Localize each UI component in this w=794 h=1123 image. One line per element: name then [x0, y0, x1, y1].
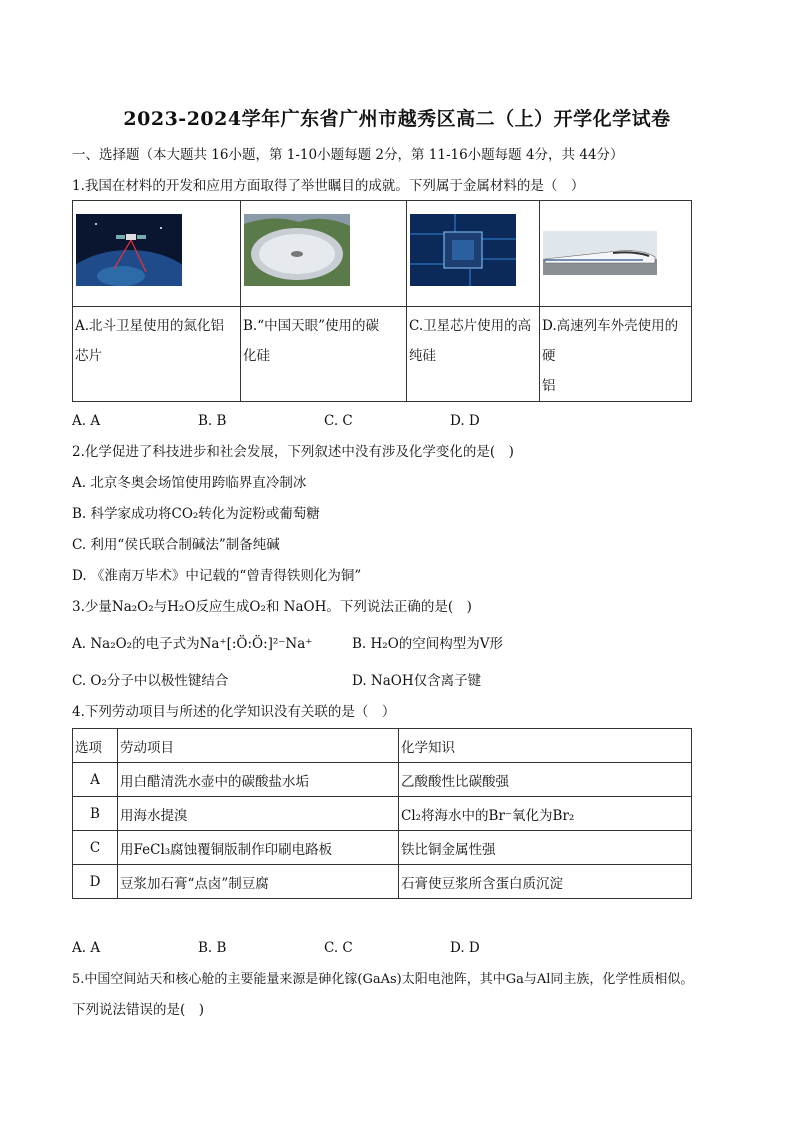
- q2-option-d[interactable]: D. 《淮南万毕术》中记载的“曾青得铁则化为铜”: [72, 568, 362, 584]
- q3-option-d[interactable]: D. NaOH仅含离子键: [352, 673, 482, 689]
- row-key: A: [73, 763, 118, 797]
- row-key: D: [73, 865, 118, 899]
- q4-option-c[interactable]: C. C: [324, 940, 353, 956]
- q1-caption-b-line2: 化硅: [243, 348, 270, 364]
- table-row: [73, 865, 692, 899]
- row-knowledge: 乙酸酸性比碳酸强: [399, 763, 692, 797]
- q1-table: [72, 200, 692, 402]
- q1-stem: 1.我国在材料的开发和应用方面取得了举世瞩目的成就。下列属于金属材料的是（ ）: [72, 178, 585, 194]
- q3-option-b[interactable]: B. H₂O的空间构型为V形: [352, 636, 504, 652]
- q1-option-b[interactable]: B. B: [198, 413, 227, 429]
- q4-option-d[interactable]: D. D: [450, 940, 480, 956]
- header-option: 选项: [73, 729, 118, 763]
- row-labor: 用海水提溴: [118, 797, 399, 831]
- q1-caption-a-line2: 芯片: [75, 348, 102, 364]
- row-key: C: [73, 831, 118, 865]
- q4-stem: 4.下列劳动项目与所述的化学知识没有关联的是（ ）: [72, 704, 396, 720]
- q1-option-d[interactable]: D. D: [450, 413, 480, 429]
- q1-caption-d-line1: D.高速列车外壳使用的硬: [542, 318, 679, 364]
- row-labor: 用FeCl₃腐蚀覆铜版制作印刷电路板: [118, 831, 399, 865]
- row-knowledge: Cl₂将海水中的Br⁻氧化为Br₂: [399, 797, 692, 831]
- table-row: [73, 797, 692, 831]
- satellite-earth-image: [76, 214, 182, 286]
- q2-option-c[interactable]: C. 利用“侯氏联合制碱法”制备纯碱: [72, 537, 280, 553]
- q4-option-b[interactable]: B. B: [198, 940, 227, 956]
- q5-stem-line1: 5.中国空间站天和核心舱的主要能量来源是砷化镓(GaAs)太阳电池阵，其中Ga与Al同主族，化学性质相似。: [72, 972, 694, 987]
- q2-option-a[interactable]: A. 北京冬奥会场馆使用跨临界直冷制冰: [72, 475, 307, 491]
- header-chem-knowledge: 化学知识: [399, 729, 692, 763]
- q1-options: [72, 411, 576, 431]
- page-title: 2023-2024学年广东省广州市越秀区高二（上）开学化学试卷: [123, 108, 671, 130]
- row-labor: 用白醋清洗水壶中的碳酸盐水垢: [118, 763, 399, 797]
- q2-stem: 2.化学促进了科技进步和社会发展，下列叙述中没有涉及化学变化的是( ): [72, 444, 514, 460]
- row-knowledge: 铁比铜金属性强: [399, 831, 692, 865]
- table-row: [73, 763, 692, 797]
- high-speed-train-image: [543, 231, 657, 275]
- q3-option-c[interactable]: C. O₂分子中以极性键结合: [72, 673, 229, 689]
- q1-caption-c-line2: 纯硅: [409, 348, 436, 364]
- row-key: B: [73, 797, 118, 831]
- row-labor: 豆浆加石膏“点卤”制豆腐: [118, 865, 399, 899]
- q3-option-a[interactable]: A. Na₂O₂的电子式为Na⁺[:Ö:Ö:]²⁻Na⁺: [72, 636, 313, 652]
- header-labor-item: 劳动项目: [118, 729, 399, 763]
- section-heading: 一、选择题（本大题共 16小题，第 1-10小题每题 2分，第 11-16小题每题 4分，共 44分）: [72, 147, 624, 163]
- fast-telescope-image: [244, 214, 350, 286]
- q1-option-a[interactable]: A. A: [72, 413, 101, 429]
- table-header-row: [73, 729, 692, 763]
- q2-option-b[interactable]: B. 科学家成功将CO₂转化为淀粉或葡萄糖: [72, 506, 320, 522]
- q4-option-a[interactable]: A. A: [72, 940, 101, 956]
- q1-caption-b-line1: B.“中国天眼”使用的碳: [243, 318, 380, 334]
- q3-stem: 3.少量Na₂O₂与H₂O反应生成O₂和 NaOH。下列说法正确的是( ): [72, 599, 472, 615]
- chip-image: [410, 214, 516, 286]
- q5-stem-line2: 下列说法错误的是( ): [72, 1002, 205, 1018]
- q1-caption-c-line1: C.卫星芯片使用的高: [409, 318, 532, 334]
- q1-option-c[interactable]: C. C: [324, 413, 353, 429]
- row-knowledge: 石膏使豆浆所含蛋白质沉淀: [399, 865, 692, 899]
- q1-caption-a-line1: A.北斗卫星使用的氮化铝: [75, 318, 225, 334]
- q1-caption-d-line2: 铝: [542, 378, 556, 394]
- q4-table: [72, 728, 692, 899]
- q4-options: [72, 938, 576, 958]
- table-row: [73, 831, 692, 865]
